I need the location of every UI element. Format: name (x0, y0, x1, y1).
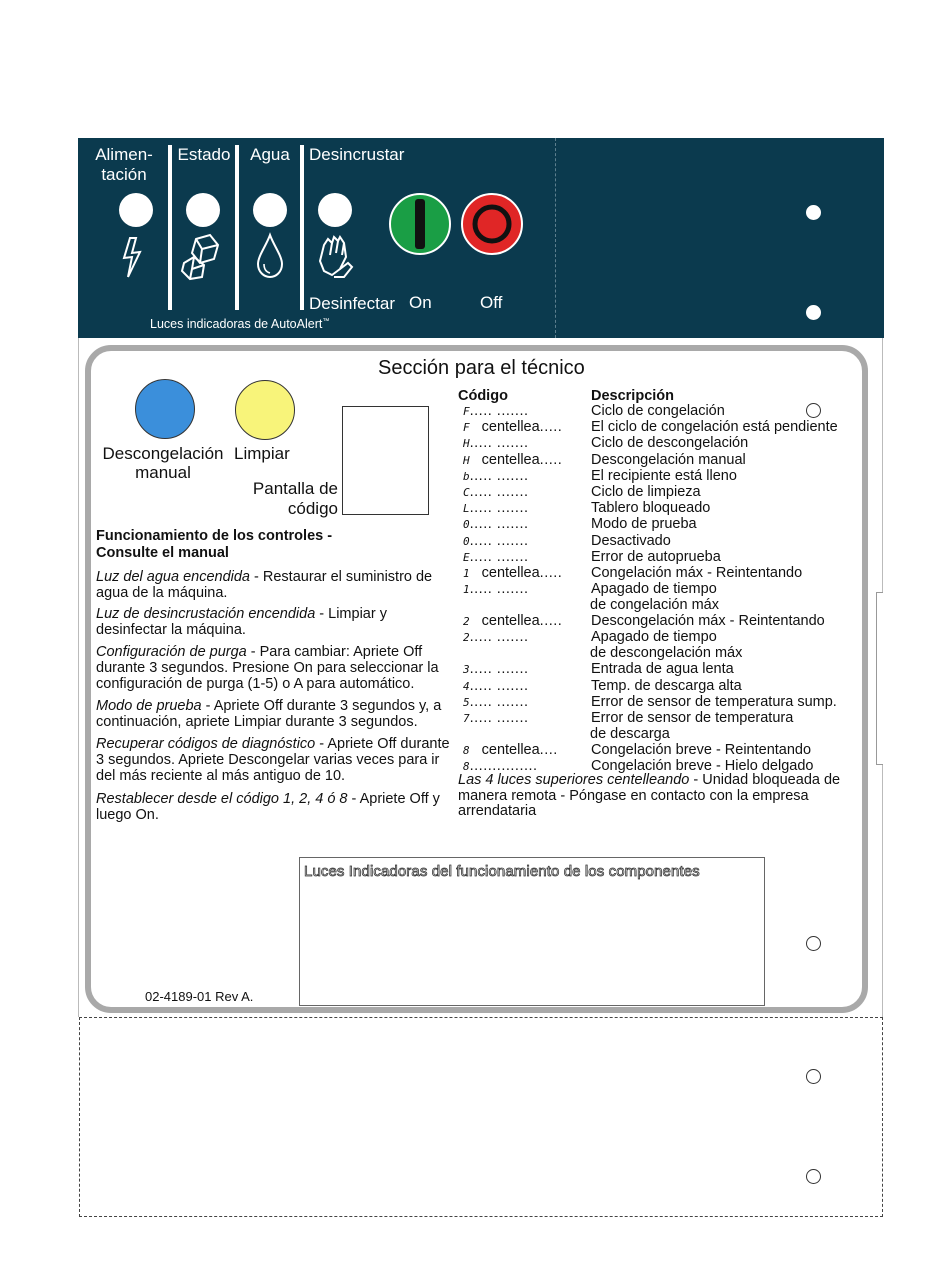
code-flash-note: centellea (481, 613, 540, 630)
instruction-text: - Para cambiar: Apriete Off durante 3 segundos. Presione On para seleccionar la configuración de purga (1-5) o A para automático. (96, 644, 439, 693)
code-leader-dots: ..... ....... (469, 710, 529, 726)
code-symbol: E (463, 550, 470, 564)
trademark-mark: ™ (322, 317, 330, 325)
code-description-continued: de descongelación máx (590, 645, 743, 662)
code-flash-note: centellea (481, 451, 540, 468)
code-symbol: 5 (463, 695, 470, 709)
code-description-text: Modo de prueba (591, 516, 697, 533)
code-leader-dots: ..... ....... (469, 677, 529, 694)
code-symbol: 1 (463, 583, 470, 597)
code-description-continued: de descarga (590, 726, 670, 742)
code-flash-note: centellea (481, 565, 540, 581)
instruction-lead: Luz del agua encendida (96, 569, 250, 585)
instruction-text: - Restaurar el suministro de agua de la máquina. (96, 569, 433, 602)
code-flash-note: centellea (481, 419, 540, 436)
code-description-continued: de congelación máx (590, 597, 719, 614)
code-description-text: Entrada de agua lenta (591, 661, 734, 678)
lightning-icon (118, 235, 146, 280)
code-description-text: Error de sensor de temperatura (591, 710, 794, 726)
mounting-dot (806, 305, 821, 320)
instructions-heading: Funcionamiento de los controles - Consulte el manual (96, 528, 333, 561)
part-number: 02-4189-01 Rev A. (145, 989, 254, 1004)
side-tab (876, 592, 883, 765)
code-leader-dots: ..... ....... (469, 484, 529, 500)
on-button[interactable] (388, 192, 452, 256)
lower-cutout-area (79, 1017, 883, 1217)
water-led (253, 193, 287, 227)
code-description-text: Ciclo de limpieza (591, 484, 701, 500)
code-leader-dots: ............... (469, 758, 538, 775)
code-symbol: 2 (463, 615, 470, 629)
instruction-text: - Apriete Off durante 3 segundos y, a continuación, apriete Limpiar durante 3 segundos. (96, 698, 442, 731)
instruction-lead: Luz de desincrustación encendida (96, 606, 316, 622)
code-leader-dots: .... (539, 742, 558, 758)
footnote-text: - Unidad bloqueada de manera remota - Póngase en contacto con la empresa arrendataria (458, 772, 841, 819)
code-description-text: El ciclo de congelación está pendiente (591, 419, 838, 436)
descale-led (318, 193, 352, 227)
instruction-lead: Configuración de purga (96, 644, 247, 660)
instruction-lead: Restablecer desde el código 1, 2, 4 ó 8 (96, 791, 348, 807)
tech-section-title: Sección para el técnico (378, 357, 585, 379)
water-label: Agua (250, 145, 290, 164)
code-display-label: Pantalla de código (252, 479, 338, 518)
code-leader-dots: ..... ....... (469, 500, 529, 517)
divider-bar (235, 145, 239, 310)
code-leader-dots: ..... (539, 613, 563, 630)
divider-bar (300, 145, 304, 310)
on-label: On (409, 293, 432, 312)
code-symbol: F (463, 421, 470, 435)
code-leader-dots: ..... ....... (469, 403, 529, 419)
panel-divider (555, 138, 556, 338)
code-symbol: 4 (463, 679, 470, 693)
footnote-lead: Las 4 luces superiores centelleando (458, 772, 690, 788)
autoalert-caption-text: Luces indicadoras de AutoAlert (150, 317, 323, 331)
off-label: Off (480, 293, 503, 312)
code-flash-note: centellea (481, 742, 540, 758)
code-description-text: Temp. de descarga alta (591, 677, 742, 694)
code-description-text: Descongelación máx - Reintentando (591, 613, 825, 630)
code-description-text: Error de sensor de temperatura sump. (591, 693, 837, 710)
status-label: Estado (177, 145, 231, 164)
code-description-text: Desactivado (591, 532, 671, 549)
instruction-text: - Limpiar y desinfectar la máquina. (96, 606, 387, 639)
code-leader-dots: ..... ....... (469, 516, 529, 533)
code-leader-dots: ..... (539, 419, 563, 436)
code-leader-dots: ..... ....... (469, 467, 529, 484)
code-symbol: 0 (463, 534, 470, 548)
code-leader-dots: ..... (539, 565, 563, 581)
code-leader-dots: ..... ....... (469, 581, 529, 598)
mounting-dot (806, 205, 821, 220)
code-symbol: 8 (463, 760, 470, 774)
component-lights-title: Luces Indicadoras del funcionamiento de los componentes (304, 863, 700, 880)
instruction-lead: Modo de prueba (96, 698, 202, 714)
code-symbol: L (463, 502, 470, 516)
code-leader-dots: ..... ....... (469, 629, 529, 646)
instruction-lead: Recuperar códigos de diagnóstico (96, 736, 316, 752)
code-description-text: Apagado de tiempo (591, 581, 717, 598)
code-leader-dots: ..... ....... (469, 693, 529, 710)
code-symbol: 7 (463, 712, 470, 725)
code-description-text: Error de autoprueba (591, 548, 721, 565)
power-label: Alimen- tación (95, 145, 153, 184)
water-drop-icon (254, 232, 286, 280)
code-leader-dots: ..... ....... (469, 532, 529, 549)
status-led (186, 193, 220, 227)
code-description-text: Apagado de tiempo (591, 629, 717, 646)
code-symbol: 3 (463, 663, 470, 677)
code-description-text: Congelación máx - Reintentando (591, 565, 803, 581)
code-symbol: 0 (463, 518, 470, 532)
code-leader-dots: ..... (539, 451, 563, 468)
code-symbol: b (463, 469, 470, 483)
description-column-header: Descripción (591, 388, 674, 404)
code-symbol: F (463, 405, 470, 418)
sanitize-label: Desinfectar (309, 294, 395, 313)
code-leader-dots: ..... ....... (469, 435, 529, 452)
instruction-text: - Apriete Off y luego On. (96, 791, 440, 824)
code-description-text: El recipiente está lleno (591, 467, 737, 484)
clean-label: Limpiar (234, 444, 290, 463)
instruction-text: - Apriete Off durante 3 segundos. Apriete Descongelar varias veces para ir del más reciente al más antiguo de 10. (96, 736, 450, 785)
code-description-text: Ciclo de descongelación (591, 435, 749, 452)
code-symbol: 2 (463, 631, 470, 645)
autoalert-caption (150, 317, 329, 331)
code-description-text: Ciclo de congelación (591, 403, 725, 419)
power-led (119, 193, 153, 227)
code-leader-dots: ..... ....... (469, 661, 529, 678)
code-description-text: Congelación breve - Reintentando (591, 742, 812, 758)
code-description-text: Congelación breve - Hielo delgado (591, 758, 814, 775)
code-description-text: Tablero bloqueado (591, 500, 711, 517)
manual-defrost-label: Descongelación manual (102, 444, 224, 482)
descale-label: Desincrustar (309, 145, 405, 164)
code-description-text: Descongelación manual (591, 451, 746, 468)
code-column-header: Código (458, 388, 508, 404)
code-symbol: 1 (463, 567, 470, 580)
code-symbol: H (463, 453, 470, 467)
code-symbol: H (463, 437, 470, 451)
ice-cubes-icon (178, 233, 224, 281)
page-outline (78, 338, 883, 1017)
off-button[interactable] (460, 192, 524, 256)
hands-icon (314, 233, 356, 279)
code-symbol: C (463, 486, 470, 499)
code-symbol: 8 (463, 744, 470, 757)
divider-bar (168, 145, 172, 310)
code-leader-dots: ..... ....... (469, 548, 529, 565)
